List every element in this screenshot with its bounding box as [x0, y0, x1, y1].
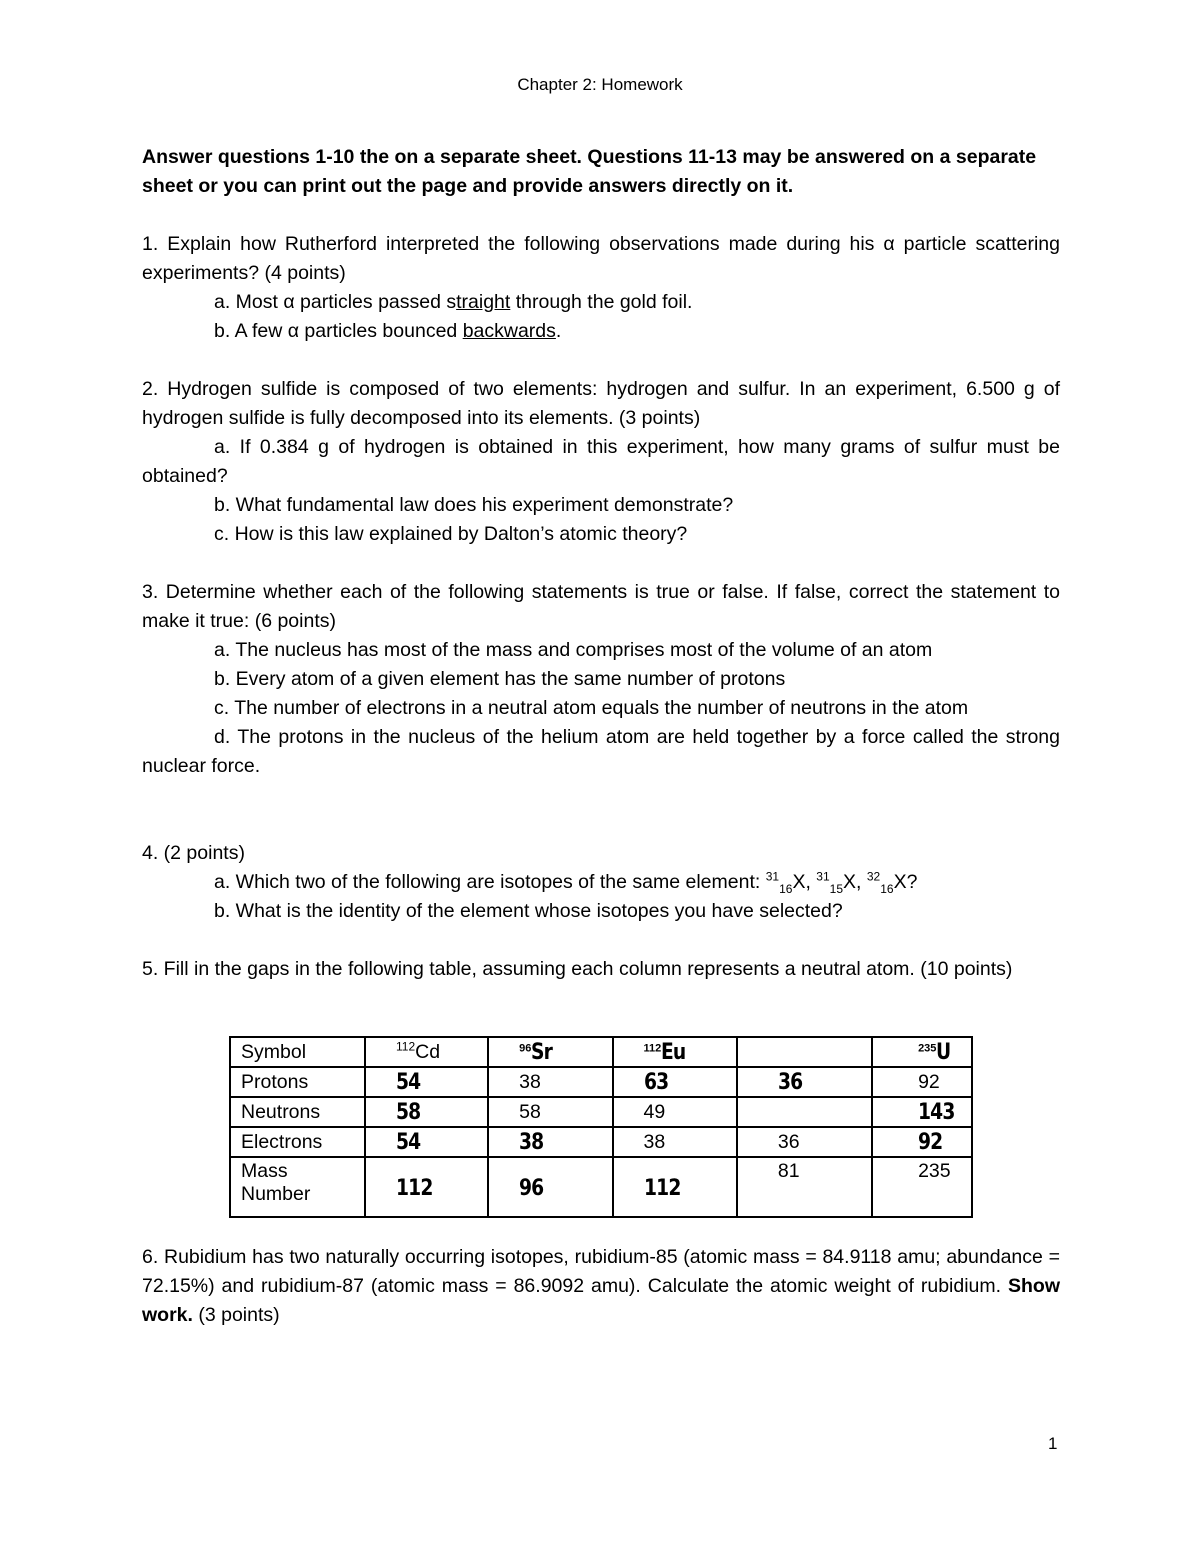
q1b-text-2: .	[555, 320, 562, 342]
iso3-atomic: 16	[880, 881, 894, 896]
hw-sr-mass: 96	[519, 1042, 532, 1054]
table-row	[230, 1037, 972, 1067]
hw-answer: 54	[396, 1129, 421, 1155]
question-2	[142, 375, 1060, 549]
question-4-stem: 4. (2 points)	[142, 842, 245, 864]
q1a-underlined: traight	[456, 291, 511, 313]
cell-electrons-5	[872, 1127, 972, 1157]
question-2b: b. What fundamental law does his experiment demonstrate?	[214, 494, 734, 516]
hw-answer: 54	[396, 1069, 421, 1095]
cd-symbol: Cd	[415, 1040, 441, 1063]
question-3d: d. The protons in the nucleus of the helium atom are held together by a force called the strong nuclear force.	[142, 726, 1060, 777]
page-number: 1	[1048, 1434, 1058, 1453]
hw-answer: 63	[643, 1069, 668, 1095]
hw-answer: 112	[396, 1175, 433, 1201]
iso3-symbol: X?	[893, 871, 918, 893]
atoms-table	[229, 1036, 973, 1218]
iso1-mass: 31	[765, 869, 780, 884]
cell-protons-5: 92	[872, 1067, 972, 1097]
cell-protons-4	[737, 1067, 872, 1097]
cell-electrons-2	[488, 1127, 612, 1157]
cell-neutrons-4	[737, 1097, 872, 1127]
question-4a	[142, 868, 1060, 897]
cell-mass-2	[488, 1157, 612, 1217]
hw-eu-symbol: Eu	[661, 1039, 686, 1065]
q6-points: (3 points)	[192, 1304, 280, 1326]
question-5-stem: 5. Fill in the gaps in the following table, assuming each column represents a neutral atom. (10 points)	[142, 958, 1013, 980]
cell-protons-2: 38	[488, 1067, 612, 1097]
cell-mass-4: 81	[737, 1157, 872, 1217]
iso1-atomic: 16	[779, 881, 793, 896]
q4a-text: a. Which two of the following are isotopes of the same element:	[214, 871, 766, 893]
q1b-underlined: backwards	[462, 320, 556, 342]
hw-sr-symbol: Sr	[531, 1039, 553, 1065]
question-1-stem: 1. Explain how Rutherford interpreted the following observations made during his α particle scattering experiments? (4 points)	[142, 233, 1060, 284]
hw-eu-mass: 112	[643, 1042, 662, 1054]
cell-neutrons-2: 58	[488, 1097, 612, 1127]
question-3a: a. The nucleus has most of the mass and comprises most of the volume of an atom	[214, 639, 933, 661]
question-3-stem: 3. Determine whether each of the following statements is true or false. If false, correct the statement to make it true: (6 points)	[142, 581, 1060, 632]
hw-answer: 58	[396, 1099, 421, 1125]
question-3b: b. Every atom of a given element has the same number of protons	[214, 668, 786, 690]
question-4	[142, 839, 1060, 926]
page-header: Chapter 2: Homework	[517, 75, 683, 94]
q6-bold: Show work.	[142, 1275, 1060, 1326]
q1a-text-2: through the gold foil.	[510, 291, 693, 313]
table-row	[230, 1127, 972, 1157]
question-1a	[142, 288, 1060, 317]
iso3-mass: 32	[866, 869, 881, 884]
cell-symbol-4	[737, 1037, 872, 1067]
hw-answer: 112	[643, 1175, 681, 1201]
iso2-symbol: X,	[843, 871, 867, 893]
question-1b	[142, 317, 1060, 346]
question-3	[142, 578, 1060, 781]
row-label-neutrons: Neutrons	[230, 1097, 365, 1127]
cell-symbol-1	[365, 1037, 488, 1067]
question-6-stem	[142, 1243, 1060, 1330]
cell-mass-3	[613, 1157, 737, 1217]
cd-mass: 112	[396, 1039, 416, 1053]
cell-protons-3	[613, 1067, 737, 1097]
instructions: Answer questions 1-10 the on a separate sheet. Questions 11-13 may be answered on a separate sheet or you can print out the page and provide answers directly on it.	[142, 146, 1037, 197]
hw-u-symbol: U	[936, 1039, 951, 1065]
table-row	[230, 1097, 972, 1127]
q1b-text-1: b. A few α particles bounced	[214, 320, 463, 342]
table-row	[230, 1157, 972, 1217]
cell-electrons-3: 38	[613, 1127, 737, 1157]
hw-answer: 36	[777, 1069, 803, 1095]
row-label-electrons: Electrons	[230, 1127, 365, 1157]
cell-neutrons-5	[872, 1097, 972, 1127]
question-2a: a. If 0.384 g of hydrogen is obtained in this experiment, how many grams of sulfur must be obtained?	[142, 436, 1060, 487]
cell-mass-5: 235	[872, 1157, 972, 1217]
row-label-symbol: Symbol	[230, 1037, 365, 1067]
cell-mass-1	[365, 1157, 488, 1217]
cell-neutrons-3: 49	[613, 1097, 737, 1127]
cell-symbol-3	[613, 1037, 737, 1067]
question-2-stem: 2. Hydrogen sulfide is composed of two elements: hydrogen and sulfur. In an experiment, 6.500 g of hydrogen sulfide is fully decomposed into its elements. (3 points)	[142, 378, 1060, 429]
q1a-text-1: a. Most α particles passed s	[214, 291, 457, 313]
iso1-symbol: X,	[792, 871, 817, 893]
cell-electrons-4: 36	[737, 1127, 872, 1157]
question-4b: b. What is the identity of the element whose isotopes you have selected?	[214, 900, 843, 922]
cell-electrons-1	[365, 1127, 488, 1157]
cell-neutrons-1	[365, 1097, 488, 1127]
hw-answer: 92	[918, 1129, 943, 1155]
question-2c: c. How is this law explained by Dalton’s atomic theory?	[214, 523, 688, 545]
row-label-protons: Protons	[230, 1067, 365, 1097]
question-1	[142, 230, 1060, 346]
hw-answer: 38	[519, 1129, 544, 1155]
question-3c: c. The number of electrons in a neutral atom equals the number of neutrons in the atom	[214, 697, 969, 719]
question-6	[142, 1243, 1060, 1330]
cell-symbol-5	[872, 1037, 972, 1067]
iso2-mass: 31	[816, 869, 830, 884]
row-label-mass-number: Mass Number	[230, 1157, 365, 1217]
table-row	[230, 1067, 972, 1097]
cell-protons-1	[365, 1067, 488, 1097]
cell-symbol-2	[488, 1037, 612, 1067]
hw-answer: 96	[519, 1175, 544, 1201]
hw-u-mass: 235	[918, 1042, 937, 1054]
q6-text: 6. Rubidium has two naturally occurring isotopes, rubidium-85 (atomic mass = 84.9118 amu; abundance = 72.15%) and rubidium-87 (atomic mass = 86.9092 amu). Calculate the atomic weight of rubidium.	[142, 1246, 1060, 1297]
iso2-atomic: 15	[829, 881, 843, 896]
homework-body	[142, 143, 1060, 984]
hw-answer: 143	[918, 1099, 955, 1125]
